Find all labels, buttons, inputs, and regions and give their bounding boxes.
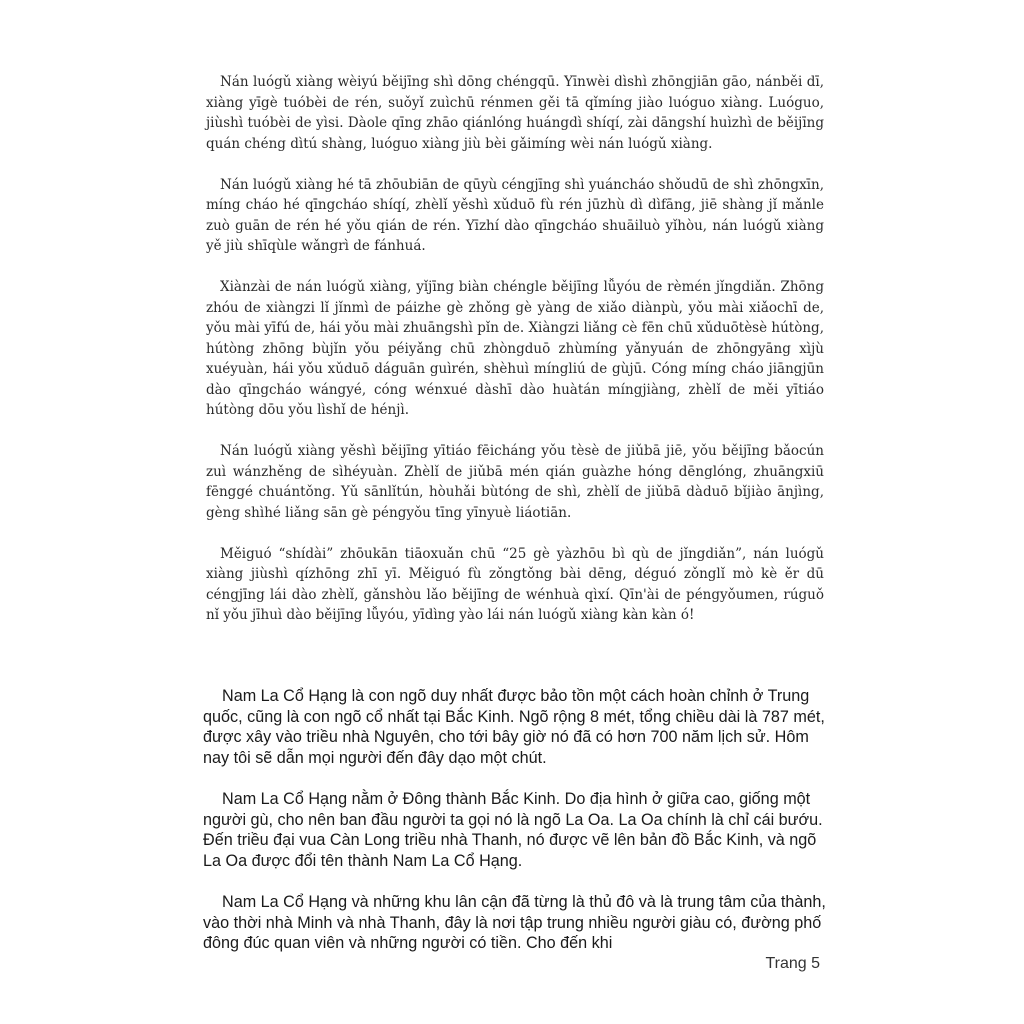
pinyin-text-section <box>206 72 824 646</box>
vietnamese-paragraph-2: Nam La Cổ Hạng nằm ở Đông thành Bắc Kinh. Do địa hình ở giữa cao, giống một người gù, cho nên ban đầu người ta gọi nó là ngõ La Oa. La Oa chính là chỉ cái bướu. Đến triều đại vua Càn Long triều nhà Thanh, nó được vẽ lên bản đồ Bắc Kinh, và ngõ La Oa được đổi tên thành Nam La Cổ Hạng. <box>203 789 823 870</box>
pinyin-paragraph-2: Nán luógǔ xiàng hé tā zhōubiān de qūyù céngjīng shì yuáncháo shǒudū de shì zhōngxīn, míng cháo hé qīngcháo shíqí, zhèlǐ yěshì xǔduō fù rén jūzhù dì dìfāng, jiē shàng jǐ mǎnle zuò guān de rén hé yǒu qián de rén. Yīzhí dào qīngcháo shuāiluò yǐhòu, nán luógǔ xiàng yě jiù shīqùle wǎngrì de fánhuá. <box>206 176 824 254</box>
page-number: Trang 5 <box>765 955 820 972</box>
vietnamese-text-section <box>203 686 827 974</box>
vietnamese-paragraph-1: Nam La Cổ Hạng là con ngõ duy nhất được bảo tồn một cách hoàn chỉnh ở Trung quốc, cũng là con ngõ cổ nhất tại Bắc Kinh. Ngõ rộng 8 mét, tổng chiều dài là 787 mét, được xây vào triều nhà Nguyên, cho tới bây giờ nó đã có hơn 700 năm lịch sử. Hôm nay tôi sẽ dẫn mọi người đến đây dạo một chút. <box>203 687 825 767</box>
pinyin-paragraph-5: Měiguó “shídài” zhōukān tiāoxuǎn chū “25 gè yàzhōu bì qù de jǐngdiǎn”, nán luógǔ xiàng jiùshì qízhōng zhī yī. Měiguó fù zǒngtǒng bài dēng, déguó zǒnglǐ mò kè ěr dū céngjīng lái dào zhèlǐ, gǎnshòu lǎo běijīng de wénhuà qìxí. Qīn'ài de péngyǒumen, rúguǒ nǐ yǒu jīhuì dào běijīng lǚyóu, yīdìng yào lái nán luógǔ xiàng kàn kàn ó! <box>206 545 824 623</box>
pinyin-paragraph-3: Xiànzài de nán luógǔ xiàng, yǐjīng biàn chéngle běijīng lǚyóu de rèmén jǐngdiǎn. Zhōng zhóu de xiàngzi lǐ jǐnmì de páizhe gè zhǒng gè yàng de xiǎo diànpù, yǒu mài xiǎochī de, yǒu mài yīfú de, hái yǒu mài zhuāngshì pǐn de. Xiàngzi liǎng cè fēn chū xǔduōtèsè hútòng, hútòng zhōng bùjǐn yǒu péiyǎng chū zhòngduō zhùmíng yǎnyuán de zhōngyāng xìjù xuéyuàn, hái yǒu xǔduō dáguān guìrén, shèhuì míngliú de gùjū. Cóng míng cháo jiāngjūn dào qīngcháo wángyé, cóng wénxué dàshī dào huàtán míngjiàng, zhèlǐ de měi yītiáo hútòng dōu yǒu lìshǐ de hénjì. <box>206 279 824 418</box>
pinyin-paragraph-4: Nán luógǔ xiàng yěshì běijīng yītiáo fēicháng yǒu tèsè de jiǔbā jiē, yǒu běijīng bǎocún zuì wánzhěng de sìhéyuàn. Zhèlǐ de jiǔbā mén qián guàzhe hóng dēnglóng, zhuāngxiū fēnggé chuántǒng. Yǔ sānlǐtún, hòuhǎi bùtóng de shì, zhèlǐ de jiǔbā dàduō bǐjiào ānjìng, gèng shìhé liǎng sān gè péngyǒu tīng yīnyuè liáotiān. <box>206 443 824 521</box>
pinyin-paragraph-1: Nán luógǔ xiàng wèiyú běijīng shì dōng chéngqū. Yīnwèi dìshì zhōngjiān gāo, nánběi dī, xiàng yīgè tuóbèi de rén, suǒyǐ zuìchū rénmen gěi tā qǐmíng jiào luóguo xiàng. Luóguo, jiùshì tuóbèi de yìsi. Dàole qīng zhāo qiánlóng huángdì shíqí, zài dāngshí huìzhì de běijīng quán chéng dìtú shàng, luóguo xiàng jiù bèi gǎimíng wèi nán luógǔ xiàng. <box>206 74 824 152</box>
vietnamese-paragraph-3: Nam La Cổ Hạng và những khu lân cận đã từng là thủ đô và là trung tâm của thành, vào thời nhà Minh và nhà Thanh, đây là nơi tập trung nhiều người giàu có, đường phố đông đúc quan viên và những người có tiền. Cho đến khi <box>203 892 826 953</box>
